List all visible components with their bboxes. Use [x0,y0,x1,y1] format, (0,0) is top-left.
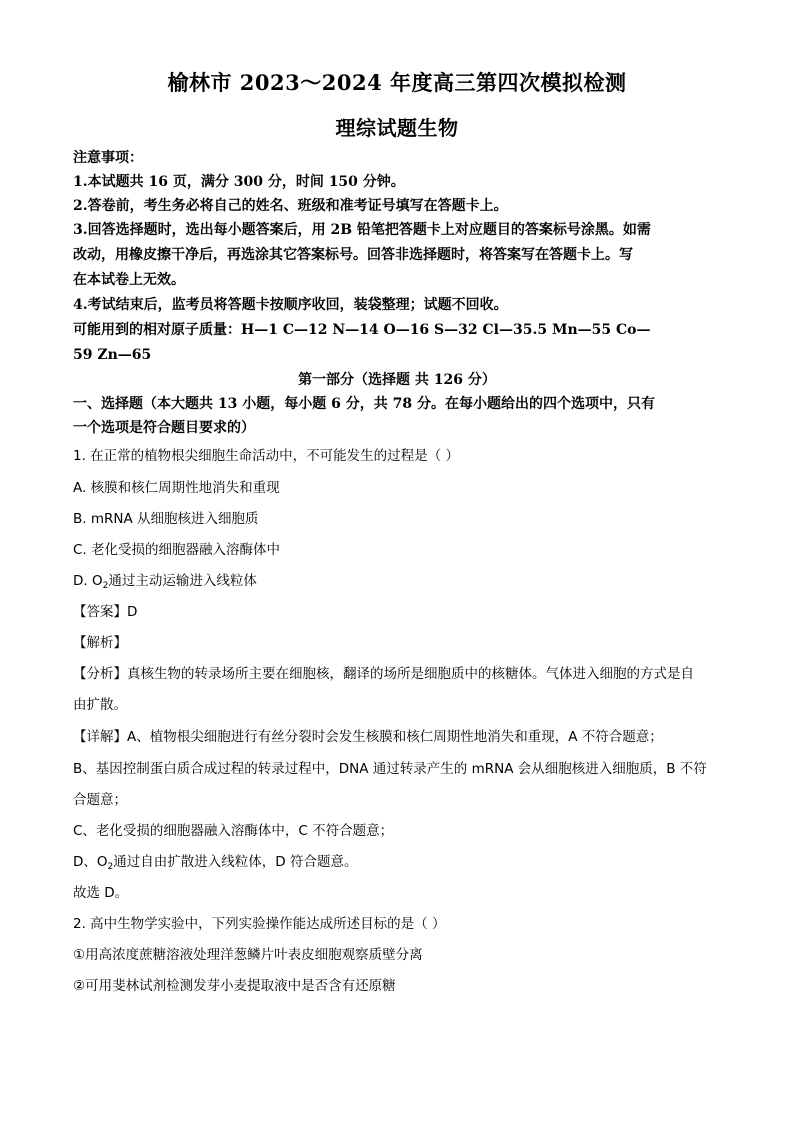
question-1-xiangjie-d: D、$O_2$通过自由扩散进入线粒体，D 符合题意。 [73,854,358,872]
notice-item-3: 3.回答选择题时，选出每小题答案后，用 2B 铅笔把答题卡上对应题目的答案标号涂黑。如需 [73,222,651,238]
question-1-conclusion: 故选 D。 [73,885,129,901]
question-1-answer [73,602,723,622]
answer-tag: 【答案】 [73,604,127,620]
question-1-option-a: A. 核膜和核仁周期性地消失和重现 [73,480,280,496]
page-subtitle: 理综试题生物 [335,116,459,140]
question-2-stem: 2. 高中生物学实验中，下列实验操作能达成所述目标的是（ ） [73,916,446,932]
question-2-item-2: ②可用斐林试剂检测发芽小麦提取液中是否含有还原糖 [73,978,396,994]
question-1-xiangjie-b-line-2: 合题意； [73,792,127,808]
question-1-fenxi-line-2: 由扩散。 [73,697,127,713]
notice-item-4: 4.考试结束后，监考员将答题卡按顺序收回，装袋整理；试题不回收。 [73,297,508,313]
notice-item-1: 1.本试题共 16 页，满分 300 分，时间 150 分钟。 [73,174,405,190]
atomic-mass-line-1: 可能用到的相对原子质量：H—1 C—12 N—14 O—16 S—32 Cl—35.5 Mn—55 Co— [73,322,651,338]
question-1-xiangjie-c: C、老化受损的细胞器融入溶酶体中，C 不符合题意； [73,823,394,839]
section-heading-line-2: 一个选项是符合题目要求的） [73,420,255,436]
notice-item-3-end: 在本试卷上无效。 [73,272,185,288]
page-title: 榆林市 2023～2024 年度高三第四次模拟检测 [167,70,627,95]
notice-heading: 注意事项： [73,150,143,166]
question-1-stem: 1. 在正常的植物根尖细胞生命活动中，不可能发生的过程是（ ） [73,448,459,464]
notice-item-3-cont: 改动，用橡皮擦干净后，再选涂其它答案标号。回答非选择题时，将答案写在答题卡上。写 [73,247,633,263]
fenxi-tag: 【分析】 [73,666,127,682]
question-1-xiangjie-b-line-1: B、基因控制蛋白质合成过程的转录过程中，DNA 通过转录产生的 mRNA 会从细胞核进入细胞质，B 不符 [73,761,707,777]
question-1-option-b: B. mRNA 从细胞核进入细胞质 [73,511,259,527]
atomic-mass-line-2: 59 Zn—65 [73,347,152,363]
question-1-analysis-tag: 【解析】 [73,635,127,651]
section-heading-line-1: 一、选择题（本大题共 13 小题，每小题 6 分，共 78 分。在每小题给出的四个选项中，只有 [73,396,655,412]
xiangjie-tag: 【详解】 [73,729,127,745]
question-1-fenxi-line-1: 【分析】真核生物的转录场所主要在细胞核，翻译的场所是细胞质中的核糖体。气体进入细胞的方式是自 [73,666,694,682]
question-1-option-c: C. 老化受损的细胞器融入溶酶体中 [73,542,281,558]
question-1-xiangjie-a: 【详解】A、植物根尖细胞进行有丝分裂时会发生核膜和核仁周期性地消失和重现，A 不符合题意； [73,729,663,745]
question-1-option-d: D. $O_2$通过主动运输进入线粒体 [73,573,257,591]
answer-value: D [127,604,138,620]
notice-item-2: 2.答卷前，考生务必将自己的姓名、班级和准考证号填写在答题卡上。 [73,198,508,214]
part1-title: 第一部分（选择题 共 126 分） [298,372,496,388]
question-2-item-1: ①用高浓度蔗糖溶液处理洋葱鳞片叶表皮细胞观察质壁分离 [73,947,423,963]
